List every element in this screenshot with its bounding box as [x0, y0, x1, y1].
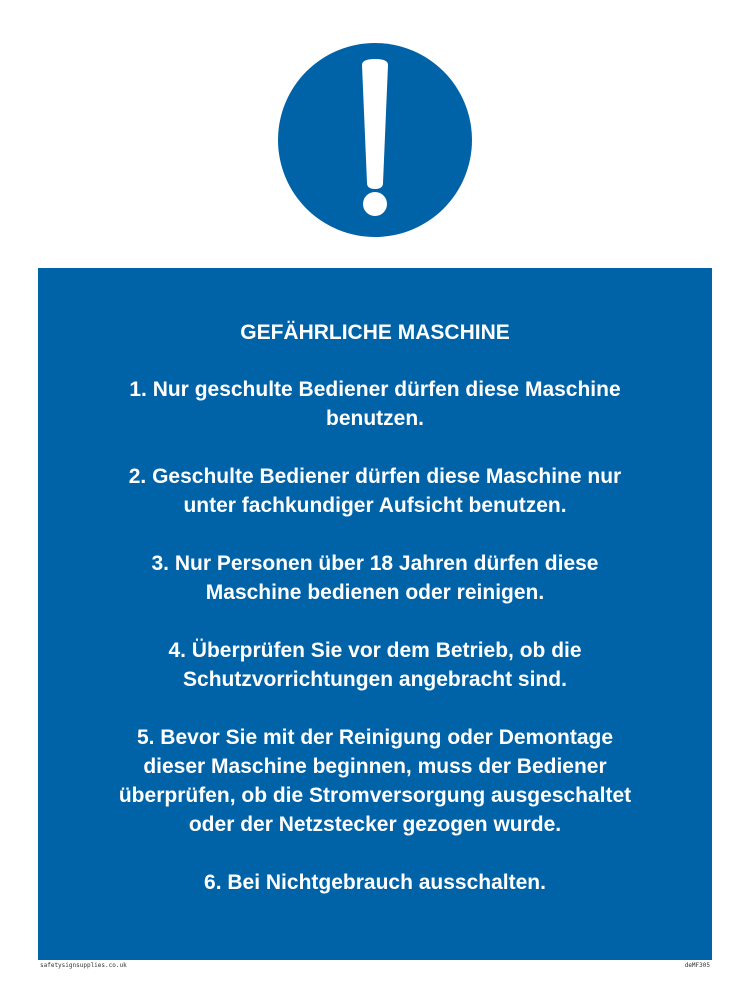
rule-1 — [38, 375, 712, 433]
rule-line: benutzen. — [326, 407, 424, 430]
sign-title: GEFÄHRLICHE MASCHINE — [240, 321, 510, 344]
exclamation-mark-mandatory-icon — [278, 43, 472, 237]
rule-line: 6. Bei Nichtgebrauch ausschalten. — [204, 871, 546, 894]
instruction-panel — [38, 268, 712, 960]
rule-4 — [38, 636, 712, 694]
footer-website: safetysignsupplies.co.uk — [40, 962, 127, 969]
rule-line: dieser Maschine beginnen, muss der Bediener — [143, 755, 607, 778]
rule-line: 4. Überprüfen Sie vor dem Betrieb, ob die — [168, 639, 582, 662]
rules-list — [38, 375, 712, 897]
rule-line: oder der Netzstecker gezogen wurde. — [188, 813, 562, 836]
rule-6 — [38, 868, 712, 897]
footer-code: deMF305 — [684, 962, 710, 969]
rule-line: 1. Nur geschulte Bediener dürfen diese Maschine — [129, 378, 621, 401]
rule-5 — [38, 723, 712, 839]
rule-3 — [38, 549, 712, 607]
rule-line: Schutzvorrichtungen angebracht sind. — [183, 668, 567, 691]
rule-line: Maschine bedienen oder reinigen. — [205, 581, 545, 604]
rule-line: 2. Geschulte Bediener dürfen diese Maschine nur — [128, 465, 622, 488]
panel-text — [38, 318, 712, 897]
exclamation-dot — [363, 192, 387, 216]
rule-line: 5. Bevor Sie mit der Reinigung oder Demontage — [136, 726, 614, 749]
rule-line: 3. Nur Personen über 18 Jahren dürfen diese — [151, 552, 599, 575]
rule-2 — [38, 462, 712, 520]
rule-line: unter fachkundiger Aufsicht benutzen. — [183, 494, 567, 517]
rule-line: überprüfen, ob die Stromversorgung ausgeschaltet — [118, 784, 632, 807]
